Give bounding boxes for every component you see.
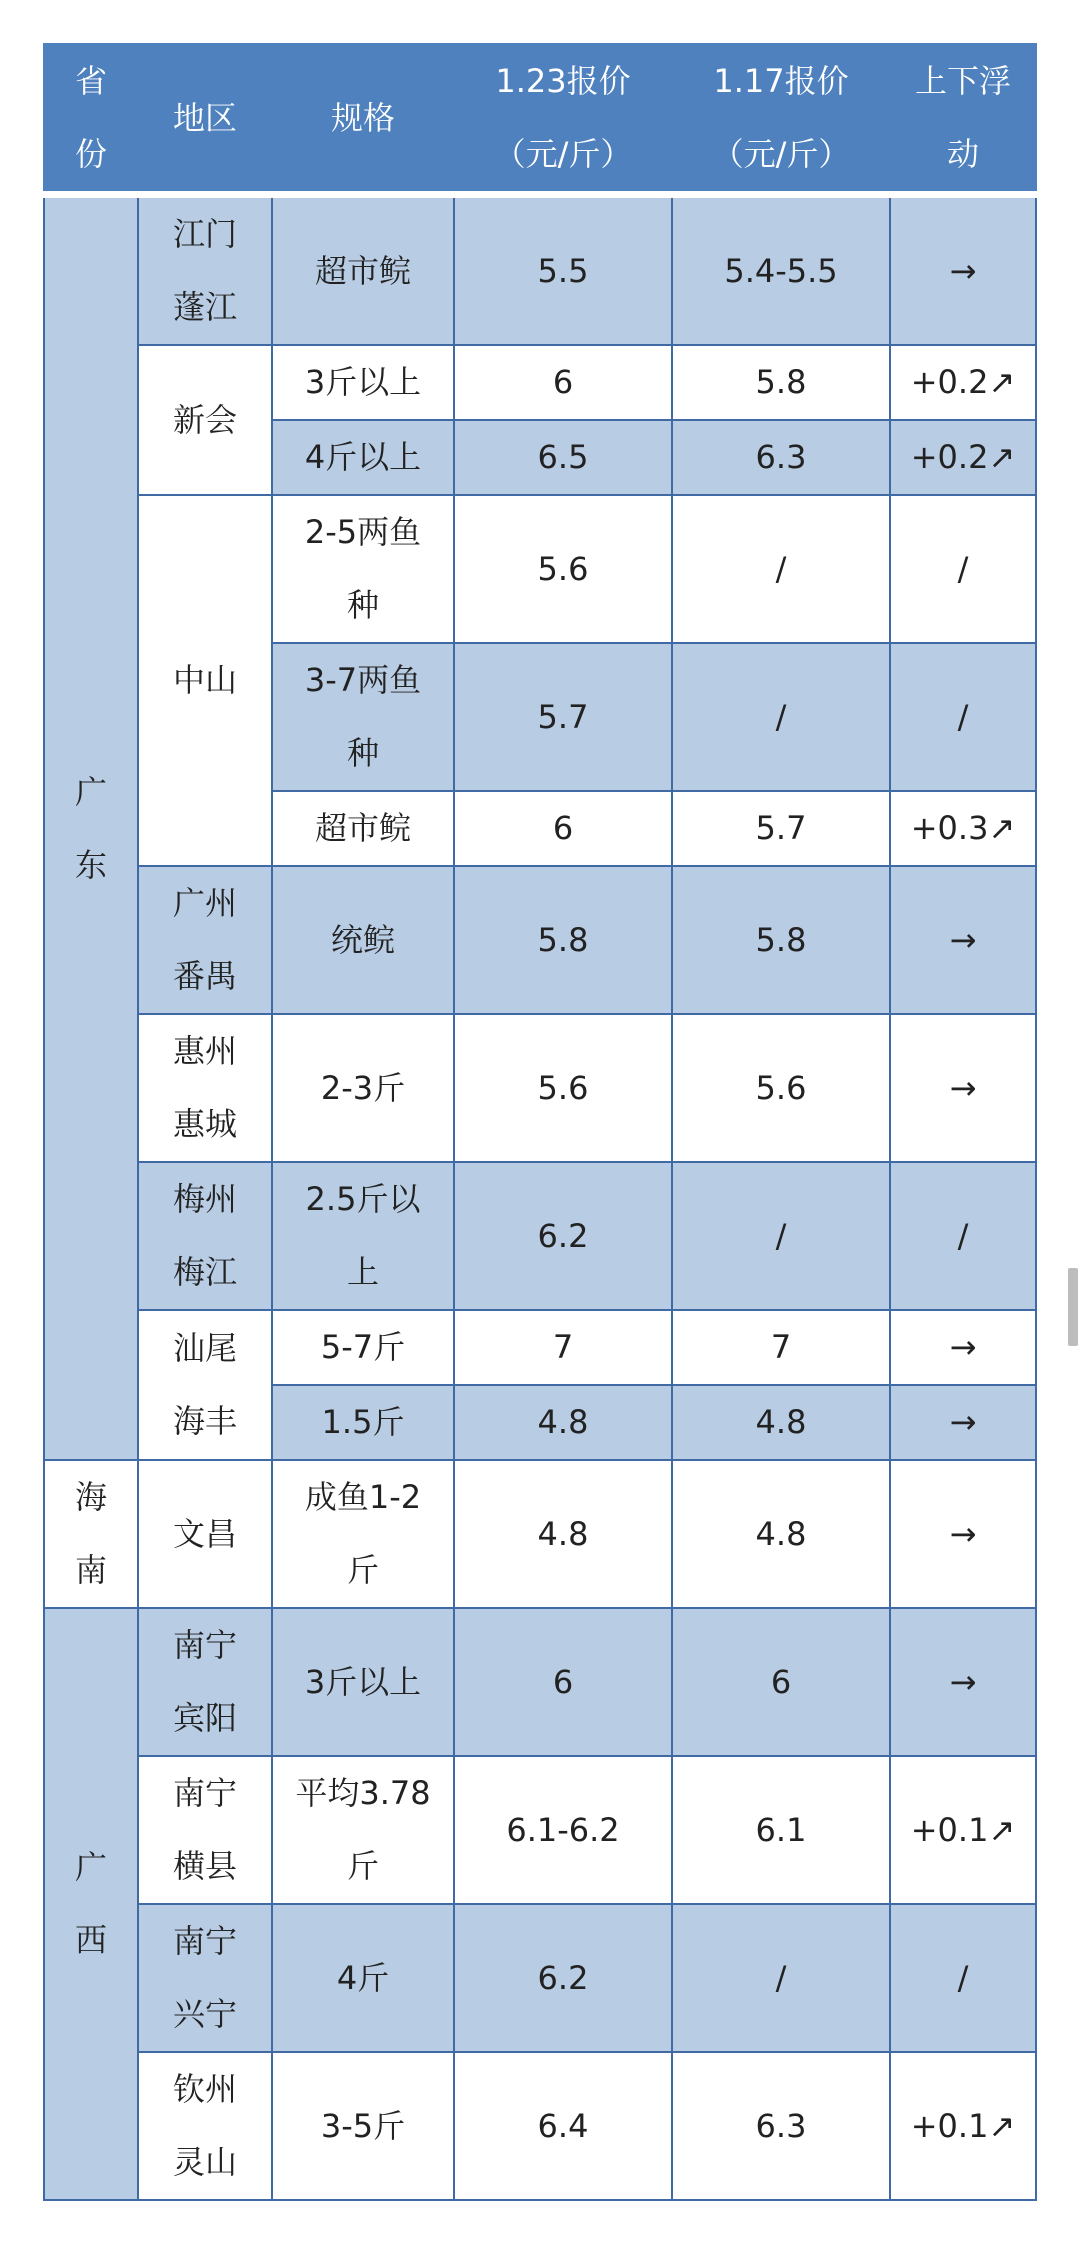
- price-0117-cell: 5.6: [672, 1014, 890, 1162]
- change-cell: →: [890, 1385, 1036, 1460]
- table-row: [44, 2052, 1036, 2200]
- header-province: 省份: [44, 44, 138, 195]
- change-cell: /: [890, 643, 1036, 791]
- header-price-0117: 1.17报价（元/斤）: [672, 44, 890, 195]
- price-0117-cell: 6.1: [672, 1756, 890, 1904]
- spec-cell: 平均3.78斤: [272, 1756, 454, 1904]
- spec-cell: 2-5两鱼种: [272, 495, 454, 643]
- table-row: [44, 1904, 1036, 2052]
- table-row: [44, 1162, 1036, 1310]
- price-0117-cell: 4.8: [672, 1385, 890, 1460]
- change-cell: /: [890, 1904, 1036, 2052]
- region-cell: 惠州惠城: [138, 1014, 272, 1162]
- change-cell: +0.1↗: [890, 1756, 1036, 1904]
- province-cell: 广东: [44, 195, 138, 1461]
- table-row: [44, 1460, 1036, 1608]
- price-0117-cell: /: [672, 1904, 890, 2052]
- price-0123-cell: 6: [454, 791, 672, 866]
- region-cell: 南宁兴宁: [138, 1904, 272, 2052]
- price-0123-cell: 5.7: [454, 643, 672, 791]
- spec-cell: 统鲩: [272, 866, 454, 1014]
- change-cell: →: [890, 1014, 1036, 1162]
- region-cell: 新会: [138, 345, 272, 495]
- header-price-0123: 1.23报价（元/斤）: [454, 44, 672, 195]
- header-row: [44, 44, 1036, 195]
- spec-cell: 超市鲩: [272, 791, 454, 866]
- price-0123-cell: 4.8: [454, 1460, 672, 1608]
- price-0117-cell: /: [672, 495, 890, 643]
- spec-cell: 3斤以上: [272, 345, 454, 420]
- region-cell: 梅州梅江: [138, 1162, 272, 1310]
- region-cell: 中山: [138, 495, 272, 866]
- table-row: [44, 1310, 1036, 1385]
- table-row: [44, 866, 1036, 1014]
- spec-cell: 5-7斤: [272, 1310, 454, 1385]
- price-0123-cell: 5.5: [454, 195, 672, 346]
- change-cell: +0.2↗: [890, 420, 1036, 495]
- price-0117-cell: 4.8: [672, 1460, 890, 1608]
- table-row: [44, 1756, 1036, 1904]
- change-cell: →: [890, 195, 1036, 346]
- spec-cell: 3-5斤: [272, 2052, 454, 2200]
- price-0117-cell: 7: [672, 1310, 890, 1385]
- price-0117-cell: 6.3: [672, 2052, 890, 2200]
- change-cell: →: [890, 866, 1036, 1014]
- change-cell: +0.2↗: [890, 345, 1036, 420]
- price-0117-cell: 6: [672, 1608, 890, 1756]
- price-0117-cell: 5.8: [672, 866, 890, 1014]
- price-0117-cell: 6.3: [672, 420, 890, 495]
- change-cell: →: [890, 1310, 1036, 1385]
- price-0117-cell: /: [672, 643, 890, 791]
- price-0123-cell: 6.2: [454, 1904, 672, 2052]
- table-row: [44, 1608, 1036, 1756]
- price-0117-cell: /: [672, 1162, 890, 1310]
- price-0123-cell: 6.1-6.2: [454, 1756, 672, 1904]
- header-spec: 规格: [272, 44, 454, 195]
- spec-cell: 2-3斤: [272, 1014, 454, 1162]
- region-cell: 钦州灵山: [138, 2052, 272, 2200]
- change-cell: +0.1↗: [890, 2052, 1036, 2200]
- region-cell: 江门蓬江: [138, 195, 272, 346]
- spec-cell: 2.5斤以上: [272, 1162, 454, 1310]
- table-row: [44, 345, 1036, 420]
- header-region: 地区: [138, 44, 272, 195]
- price-0123-cell: 5.8: [454, 866, 672, 1014]
- spec-cell: 3斤以上: [272, 1608, 454, 1756]
- change-cell: →: [890, 1460, 1036, 1608]
- price-0123-cell: 6: [454, 345, 672, 420]
- province-cell: 海南: [44, 1460, 138, 1608]
- region-cell: 汕尾海丰: [138, 1310, 272, 1460]
- change-cell: /: [890, 495, 1036, 643]
- table-row: [44, 495, 1036, 643]
- price-0123-cell: 4.8: [454, 1385, 672, 1460]
- region-cell: 广州番禺: [138, 866, 272, 1014]
- spec-cell: 成鱼1-2斤: [272, 1460, 454, 1608]
- change-cell: →: [890, 1608, 1036, 1756]
- price-0117-cell: 5.4-5.5: [672, 195, 890, 346]
- price-0123-cell: 6.2: [454, 1162, 672, 1310]
- spec-cell: 4斤: [272, 1904, 454, 2052]
- region-cell: 文昌: [138, 1460, 272, 1608]
- price-0123-cell: 5.6: [454, 1014, 672, 1162]
- change-cell: +0.3↗: [890, 791, 1036, 866]
- table-row: [44, 195, 1036, 346]
- price-0123-cell: 6: [454, 1608, 672, 1756]
- price-0117-cell: 5.7: [672, 791, 890, 866]
- price-0123-cell: 7: [454, 1310, 672, 1385]
- spec-cell: 超市鲩: [272, 195, 454, 346]
- region-cell: 南宁宾阳: [138, 1608, 272, 1756]
- price-0117-cell: 5.8: [672, 345, 890, 420]
- price-0123-cell: 6.5: [454, 420, 672, 495]
- table-row: [44, 1014, 1036, 1162]
- spec-cell: 4斤以上: [272, 420, 454, 495]
- price-table: [43, 43, 1037, 2201]
- spec-cell: 3-7两鱼种: [272, 643, 454, 791]
- region-cell: 南宁横县: [138, 1756, 272, 1904]
- change-cell: /: [890, 1162, 1036, 1310]
- price-0123-cell: 5.6: [454, 495, 672, 643]
- price-0123-cell: 6.4: [454, 2052, 672, 2200]
- province-cell: 广西: [44, 1608, 138, 2200]
- header-change: 上下浮动: [890, 44, 1036, 195]
- scroll-indicator[interactable]: [1068, 1268, 1078, 1346]
- spec-cell: 1.5斤: [272, 1385, 454, 1460]
